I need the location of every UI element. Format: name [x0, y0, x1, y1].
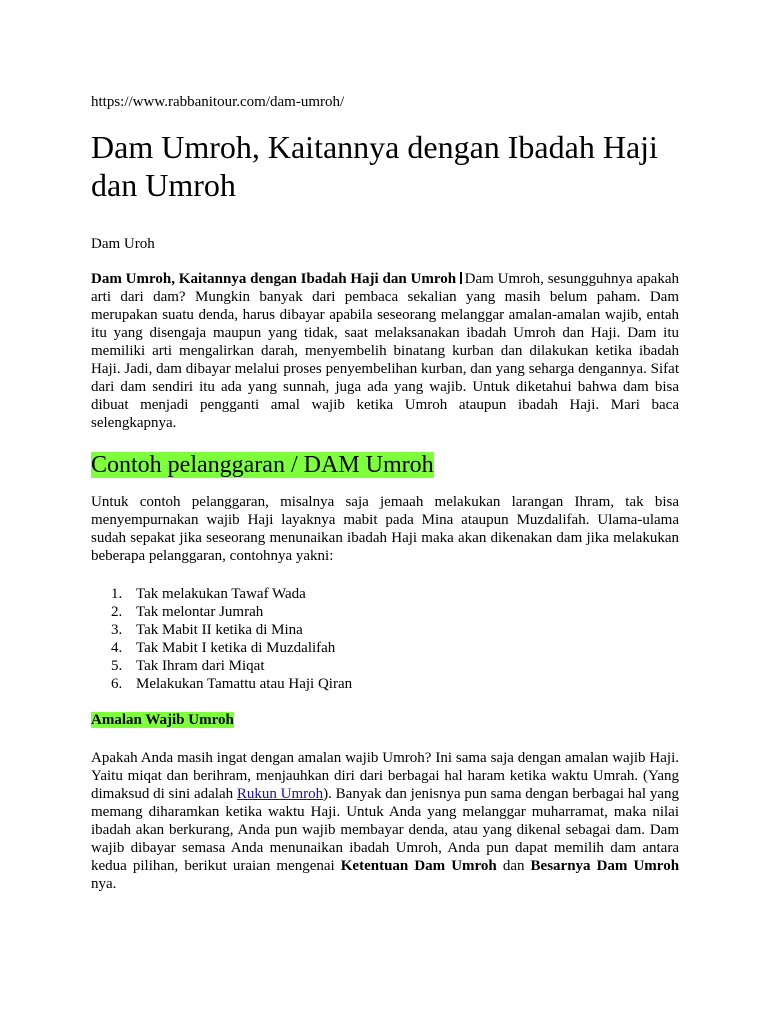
section2-text-after: ). Banyak dan jenisnya pun sama dengan berbagai hal yang memang diharamkan ketika waktu Haji. Untuk Anda yang melanggar muharramat, maka nilai ibadah akan berkurang, Anda pun wajib membayar denda, atau yang dikenal sebagai dam. Dam wajib dibayar semasa Anda menunaikan ibadah Umroh, Anda pun dapat memilih dam antara kedua pilihan, berikut uraian mengenai — [91, 786, 679, 874]
list-item — [91, 585, 352, 603]
source-url: https://www.rabbanitour.com/dam-umroh/ — [91, 94, 345, 110]
separator-bar — [460, 272, 462, 284]
section-heading-amalan — [91, 711, 234, 729]
bold-besarnya: Besarnya Dam Umroh — [530, 858, 680, 874]
list-item-number: 5. — [111, 658, 123, 674]
rukun-umroh-link[interactable]: Rukun Umroh — [236, 786, 324, 802]
list-item-number: 3. — [111, 622, 123, 638]
intro-paragraph — [91, 270, 679, 432]
list-item — [91, 621, 352, 639]
intro-text: Dam Umroh, sesungguhnya apakah arti dari dam? Mungkin banyak dari pembaca sekalian yang masih belum paham. Dam merupakan suatu denda, harus dibayar apabila seseorang melanggar amalan-amalan wajib, entah itu yang disengaja maupun yang tidak, saat melaksanakan ibadah Umroh dan Haji. Dam itu memiliki arti mengalirkan darah, menyembelih binatang kurban dan dilakukan ketika ibadah Haji. Jadi, dam dibayar melalui proses penyembelihan kurban, dan yang seharga dengannya. Sifat dari dam sendiri itu ada yang sunnah, juga ada yang wajib. Untuk diketahui bahwa dam bisa dibuat menjadi pengganti amal wajib ketika Umroh ataupun ibadah Haji. Mari baca selengkapnya. — [91, 271, 679, 431]
violation-list — [91, 585, 352, 693]
list-item-text: Tak Mabit II ketika di Mina — [136, 622, 303, 638]
list-item — [91, 639, 352, 657]
page-title: Dam Umroh, Kaitannya dengan Ibadah Haji dan Umroh — [91, 129, 658, 203]
bold-ketentuan: Ketentuan Dam Umroh — [340, 858, 497, 874]
list-item-text: Tak Ihram dari Miqat — [136, 658, 265, 674]
list-item-text: Melakukan Tamattu atau Haji Qiran — [136, 676, 353, 692]
conjunction: dan — [502, 858, 525, 874]
section2-text-before: Apakah Anda masih ingat dengan amalan wajib Umroh? Ini sama saja dengan amalan wajib Haji. Yaitu miqat dan berihram, menjauhkan diri dari berbagai hal haram ketika waktu Umrah. (Yang dimaksud di sini adalah — [91, 750, 679, 802]
list-item-text: Tak melontar Jumrah — [136, 604, 264, 620]
section-heading-amalan-text: Amalan Wajib Umroh — [91, 712, 234, 728]
list-item-number: 2. — [111, 604, 123, 620]
list-item-text: Tak melakukan Tawaf Wada — [136, 586, 306, 602]
section2-paragraph — [91, 749, 679, 893]
list-item-text: Tak Mabit I ketika di Muzdalifah — [136, 640, 336, 656]
section2-end: nya. — [91, 876, 117, 892]
list-item — [91, 603, 352, 621]
list-item — [91, 657, 352, 675]
subtitle: Dam Uroh — [91, 236, 155, 252]
list-item — [91, 675, 352, 693]
section-heading-contoh — [91, 450, 434, 480]
list-item-number: 6. — [111, 676, 123, 692]
section1-paragraph: Untuk contoh pelanggaran, misalnya saja jemaah melakukan larangan Ihram, tak bisa menyempurnakan wajib Haji layaknya mabit pada Mina ataupun Muzdalifah. Ulama-ulama sudah sepakat jika seseorang menunaikan ibadah Haji maka akan dikenakan dam jika melakukan beberapa pelanggaran, contohnya yakni: — [91, 494, 679, 564]
list-item-number: 4. — [111, 640, 123, 656]
section-heading-contoh-text: Contoh pelanggaran / DAM Umroh — [91, 452, 434, 478]
intro-lead: Dam Umroh, Kaitannya dengan Ibadah Haji dan Umroh — [91, 271, 457, 287]
list-item-number: 1. — [111, 586, 123, 602]
